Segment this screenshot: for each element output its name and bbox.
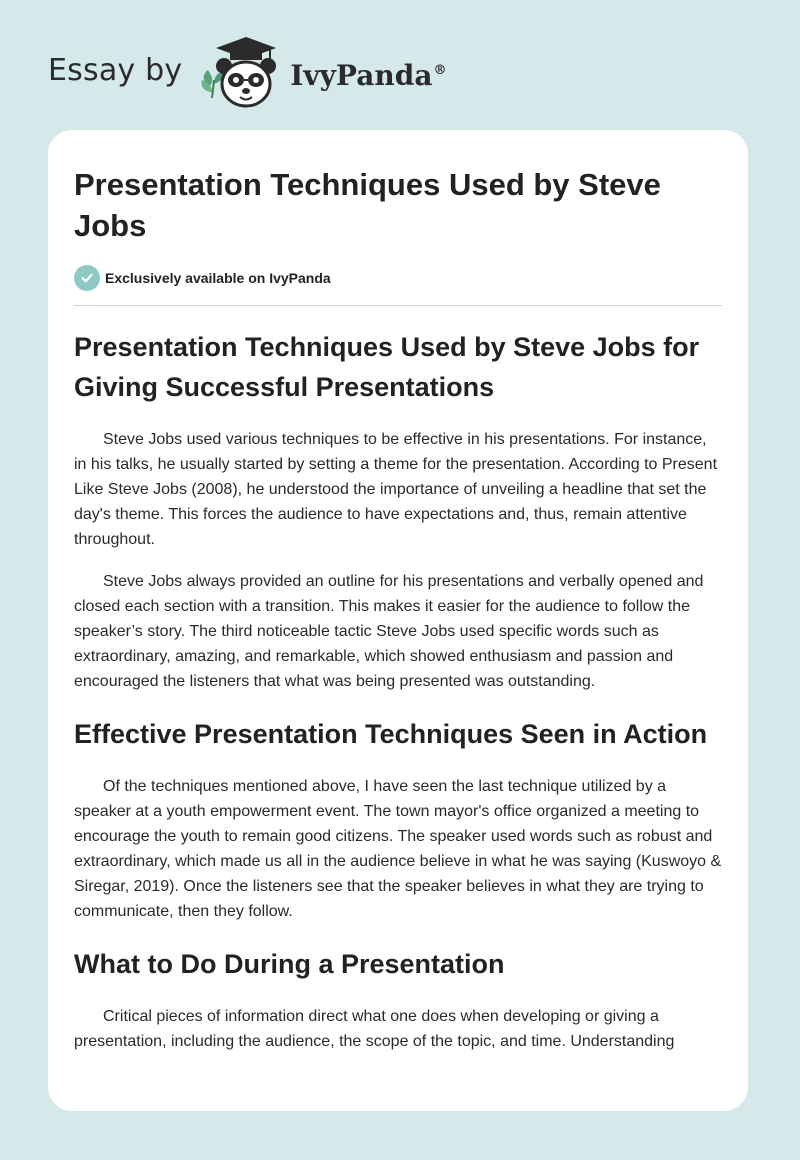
essay-title: Presentation Techniques Used by Steve Jobs <box>74 167 661 243</box>
essay-card <box>48 130 748 1111</box>
brand-prefix: Essay by <box>48 52 183 88</box>
section-heading: Effective Presentation Techniques Seen in Action <box>74 719 708 749</box>
divider <box>74 305 722 306</box>
site-logo[interactable] <box>48 34 446 112</box>
paragraph: Of the techniques mentioned above, I have seen the last technique utilized by a speaker at a youth empowerment event. The town mayor's office organized a meeting to encourage the youth to remain good citizens. The speaker used words such as robust and extraordinary, which made us all in the audience believe in what he was saying (Kuswoyo & Siregar, 2019). Once the listeners see that the speaker believes in what they are trying to communicate, then they follow. <box>74 778 722 920</box>
exclusive-label: Exclusively available on IvyPanda <box>105 270 331 286</box>
check-circle-icon <box>74 265 100 291</box>
brand-name: IvyPanda® <box>290 58 447 92</box>
paragraph: Critical pieces of information direct what one does when developing or giving a presentation, including the audience, the scope of the topic, and time. Understanding <box>74 1008 675 1050</box>
exclusive-badge <box>74 264 722 292</box>
section-heading: Presentation Techniques Used by Steve Jobs for Giving Successful Presentations <box>74 332 700 402</box>
section-heading: What to Do During a Presentation <box>74 949 505 979</box>
paragraph: Steve Jobs used various techniques to be effective in his presentations. For instance, in his talks, he usually started by setting a theme for the presentation. According to Present Like Steve Jobs (2008), he understood the importance of unveiling a headline that set the day's theme. This forces the audience to have expectations and, thus, remain attentive throughout. <box>74 431 718 548</box>
paragraph: Steve Jobs always provided an outline for his presentations and verbally opened and closed each section with a transition. This makes it easier for the audience to follow the speaker’s story. The third noticeable tactic Steve Jobs used specific words such as extraordinary, amazing, and remarkable, which showed enthusiasm and passion and encouraged the listeners that what was being presented was outstanding. <box>74 573 704 690</box>
panda-graduation-cap-icon <box>196 34 284 112</box>
